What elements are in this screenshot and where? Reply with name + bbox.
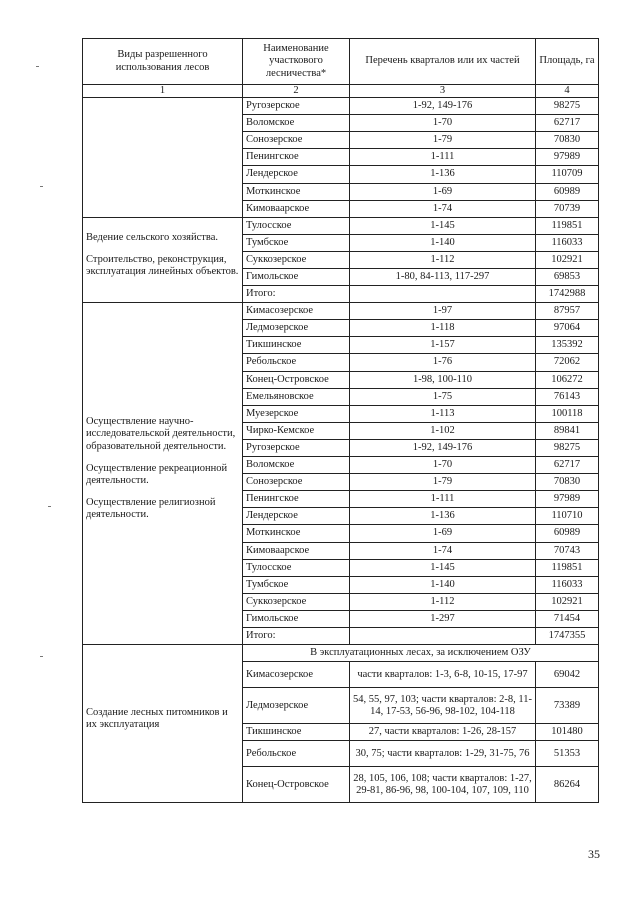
cell-quarters: 1-80, 84-113, 117-297 bbox=[350, 269, 536, 286]
cell-quarters: 27, части кварталов: 1-26, 28-157 bbox=[350, 724, 536, 741]
cell-forestry: Тулосское bbox=[243, 559, 350, 576]
cell-area: 51353 bbox=[536, 741, 599, 767]
cell-area: 60989 bbox=[536, 183, 599, 200]
header-quarters: Перечень кварталов или их частей bbox=[350, 39, 536, 85]
table-row bbox=[83, 303, 599, 320]
cell-quarters: 30, 75; части кварталов: 1-29, 31-75, 76 bbox=[350, 741, 536, 767]
cell-quarters: 1-118 bbox=[350, 320, 536, 337]
cell-quarters: 1-111 bbox=[350, 491, 536, 508]
cell-forestry: Тулосское bbox=[243, 217, 350, 234]
cell-area: 97989 bbox=[536, 149, 599, 166]
cell-forestry: Тикшинское bbox=[243, 337, 350, 354]
cell-area: 97989 bbox=[536, 491, 599, 508]
cell-forestry: Пенингское bbox=[243, 149, 350, 166]
cell-forestry: Гимольское bbox=[243, 610, 350, 627]
cell-area: 73389 bbox=[536, 688, 599, 724]
cell-forestry: Суккозерское bbox=[243, 251, 350, 268]
cell-forestry: Гимольское bbox=[243, 269, 350, 286]
cell-forestry: Лендерское bbox=[243, 508, 350, 525]
cell-area: 98275 bbox=[536, 439, 599, 456]
scan-mark bbox=[36, 66, 39, 67]
cell-quarters: 1-145 bbox=[350, 559, 536, 576]
total-empty bbox=[350, 286, 536, 303]
cell-forestry: Сонозерское bbox=[243, 132, 350, 149]
table-row bbox=[83, 217, 599, 234]
cell-forestry: Ребольское bbox=[243, 354, 350, 371]
cell-quarters: 1-102 bbox=[350, 422, 536, 439]
cell-quarters: 1-136 bbox=[350, 166, 536, 183]
cell-forestry: Тумбское bbox=[243, 576, 350, 593]
cell-forestry: Муезерское bbox=[243, 405, 350, 422]
col-num: 1 bbox=[83, 85, 243, 98]
cell-forestry: Емельяновское bbox=[243, 388, 350, 405]
cell-area: 98275 bbox=[536, 98, 599, 115]
table-row bbox=[83, 98, 599, 115]
cell-area: 119851 bbox=[536, 559, 599, 576]
use-cell-empty bbox=[83, 98, 243, 218]
cell-forestry: Пенингское bbox=[243, 491, 350, 508]
cell-area: 106272 bbox=[536, 371, 599, 388]
cell-quarters: 1-136 bbox=[350, 508, 536, 525]
cell-quarters: 1-74 bbox=[350, 200, 536, 217]
cell-forestry: Лендерское bbox=[243, 166, 350, 183]
header-forestry: Наименование участкового лесничества* bbox=[243, 39, 350, 85]
cell-forestry: Кимоваарское bbox=[243, 200, 350, 217]
cell-area: 70830 bbox=[536, 132, 599, 149]
use-item: Осуществление религиозной деятельности. bbox=[86, 496, 216, 520]
total-value: 1742988 bbox=[536, 286, 599, 303]
cell-area: 89841 bbox=[536, 422, 599, 439]
cell-area: 60989 bbox=[536, 525, 599, 542]
cell-forestry: Моткинское bbox=[243, 183, 350, 200]
cell-area: 72062 bbox=[536, 354, 599, 371]
header-area: Площадь, га bbox=[536, 39, 599, 85]
use-cell bbox=[83, 303, 243, 645]
cell-forestry: Моткинское bbox=[243, 525, 350, 542]
cell-area: 86264 bbox=[536, 767, 599, 803]
total-label: Итого: bbox=[243, 627, 350, 644]
page-number: 35 bbox=[588, 847, 600, 861]
cell-area: 119851 bbox=[536, 217, 599, 234]
cell-quarters: 1-79 bbox=[350, 132, 536, 149]
cell-quarters: 1-79 bbox=[350, 474, 536, 491]
forest-use-table bbox=[82, 38, 599, 803]
use-item: Осуществление рекреационной деятельности. bbox=[86, 462, 228, 486]
cell-forestry: Суккозерское bbox=[243, 593, 350, 610]
scan-mark bbox=[40, 186, 43, 187]
cell-forestry: Кимасозерское bbox=[243, 662, 350, 688]
cell-forestry: Сонозерское bbox=[243, 474, 350, 491]
use-item: Ведение сельского хозяйства. bbox=[86, 231, 218, 243]
cell-area: 62717 bbox=[536, 457, 599, 474]
cell-area: 70739 bbox=[536, 200, 599, 217]
cell-forestry: Тикшинское bbox=[243, 724, 350, 741]
cell-quarters: 1-297 bbox=[350, 610, 536, 627]
cell-area: 76143 bbox=[536, 388, 599, 405]
cell-quarters: 1-76 bbox=[350, 354, 536, 371]
cell-quarters: 54, 55, 97, 103; части кварталов: 2-8, 11-14, 17-53, 56-96, 98-102, 104-118 bbox=[350, 688, 536, 724]
use-item: Создание лесных питомников и их эксплуатация bbox=[86, 706, 228, 730]
cell-area: 69853 bbox=[536, 269, 599, 286]
cell-quarters: 1-70 bbox=[350, 115, 536, 132]
header-use: Виды разрешенного использования лесов bbox=[83, 39, 243, 85]
cell-quarters: 1-157 bbox=[350, 337, 536, 354]
cell-quarters: 1-112 bbox=[350, 251, 536, 268]
col-num: 3 bbox=[350, 85, 536, 98]
cell-quarters: 1-97 bbox=[350, 303, 536, 320]
cell-quarters: 1-69 bbox=[350, 525, 536, 542]
cell-area: 71454 bbox=[536, 610, 599, 627]
total-value: 1747355 bbox=[536, 627, 599, 644]
total-label: Итого: bbox=[243, 286, 350, 303]
scan-mark bbox=[40, 656, 43, 657]
cell-forestry: Ребольское bbox=[243, 741, 350, 767]
cell-forestry: Конец-Островское bbox=[243, 767, 350, 803]
cell-forestry: Конец-Островское bbox=[243, 371, 350, 388]
cell-forestry: Ледмозерское bbox=[243, 688, 350, 724]
cell-quarters: 1-74 bbox=[350, 542, 536, 559]
cell-area: 70830 bbox=[536, 474, 599, 491]
cell-forestry: Воломское bbox=[243, 115, 350, 132]
scan-mark bbox=[48, 506, 51, 507]
cell-quarters: 1-75 bbox=[350, 388, 536, 405]
cell-quarters: 1-92, 149-176 bbox=[350, 98, 536, 115]
cell-quarters: 1-113 bbox=[350, 405, 536, 422]
cell-quarters: 1-140 bbox=[350, 234, 536, 251]
cell-quarters: 1-92, 149-176 bbox=[350, 439, 536, 456]
header-row bbox=[83, 39, 599, 85]
use-cell bbox=[83, 217, 243, 302]
cell-area: 110709 bbox=[536, 166, 599, 183]
cell-area: 101480 bbox=[536, 724, 599, 741]
cell-quarters: 1-112 bbox=[350, 593, 536, 610]
cell-quarters: 1-145 bbox=[350, 217, 536, 234]
cell-quarters: 28, 105, 106, 108; части кварталов: 1-27, 29-81, 86-96, 98, 100-104, 107, 109, 110 bbox=[350, 767, 536, 803]
cell-quarters: 1-111 bbox=[350, 149, 536, 166]
cell-area: 116033 bbox=[536, 234, 599, 251]
cell-area: 69042 bbox=[536, 662, 599, 688]
cell-area: 87957 bbox=[536, 303, 599, 320]
use-item: Осуществление научно-исследовательской деятельности, образовательной деятельности. bbox=[86, 416, 236, 452]
column-number-row bbox=[83, 85, 599, 98]
subheader-row bbox=[83, 645, 599, 662]
cell-area: 110710 bbox=[536, 508, 599, 525]
cell-forestry: Ругозерское bbox=[243, 98, 350, 115]
cell-area: 62717 bbox=[536, 115, 599, 132]
cell-area: 70743 bbox=[536, 542, 599, 559]
cell-forestry: Ругозерское bbox=[243, 439, 350, 456]
use-cell bbox=[83, 645, 243, 803]
cell-area: 116033 bbox=[536, 576, 599, 593]
cell-forestry: Чирко-Кемское bbox=[243, 422, 350, 439]
cell-quarters: 1-69 bbox=[350, 183, 536, 200]
total-empty bbox=[350, 627, 536, 644]
cell-forestry: Тумбское bbox=[243, 234, 350, 251]
cell-forestry: Кимасозерское bbox=[243, 303, 350, 320]
cell-area: 100118 bbox=[536, 405, 599, 422]
cell-area: 97064 bbox=[536, 320, 599, 337]
cell-quarters: 1-98, 100-110 bbox=[350, 371, 536, 388]
cell-quarters: 1-70 bbox=[350, 457, 536, 474]
col-num: 2 bbox=[243, 85, 350, 98]
cell-forestry: Воломское bbox=[243, 457, 350, 474]
cell-area: 102921 bbox=[536, 251, 599, 268]
cell-area: 102921 bbox=[536, 593, 599, 610]
forest-category-subheader: В эксплуатационных лесах, за исключением ОЗУ bbox=[243, 645, 599, 662]
cell-quarters: 1-140 bbox=[350, 576, 536, 593]
use-item: Строительство, реконструкция, эксплуатация линейных объектов. bbox=[86, 253, 239, 277]
cell-quarters: части кварталов: 1-3, 6-8, 10-15, 17-97 bbox=[350, 662, 536, 688]
cell-area: 135392 bbox=[536, 337, 599, 354]
cell-forestry: Ледмозерское bbox=[243, 320, 350, 337]
cell-forestry: Кимоваарское bbox=[243, 542, 350, 559]
col-num: 4 bbox=[536, 85, 599, 98]
